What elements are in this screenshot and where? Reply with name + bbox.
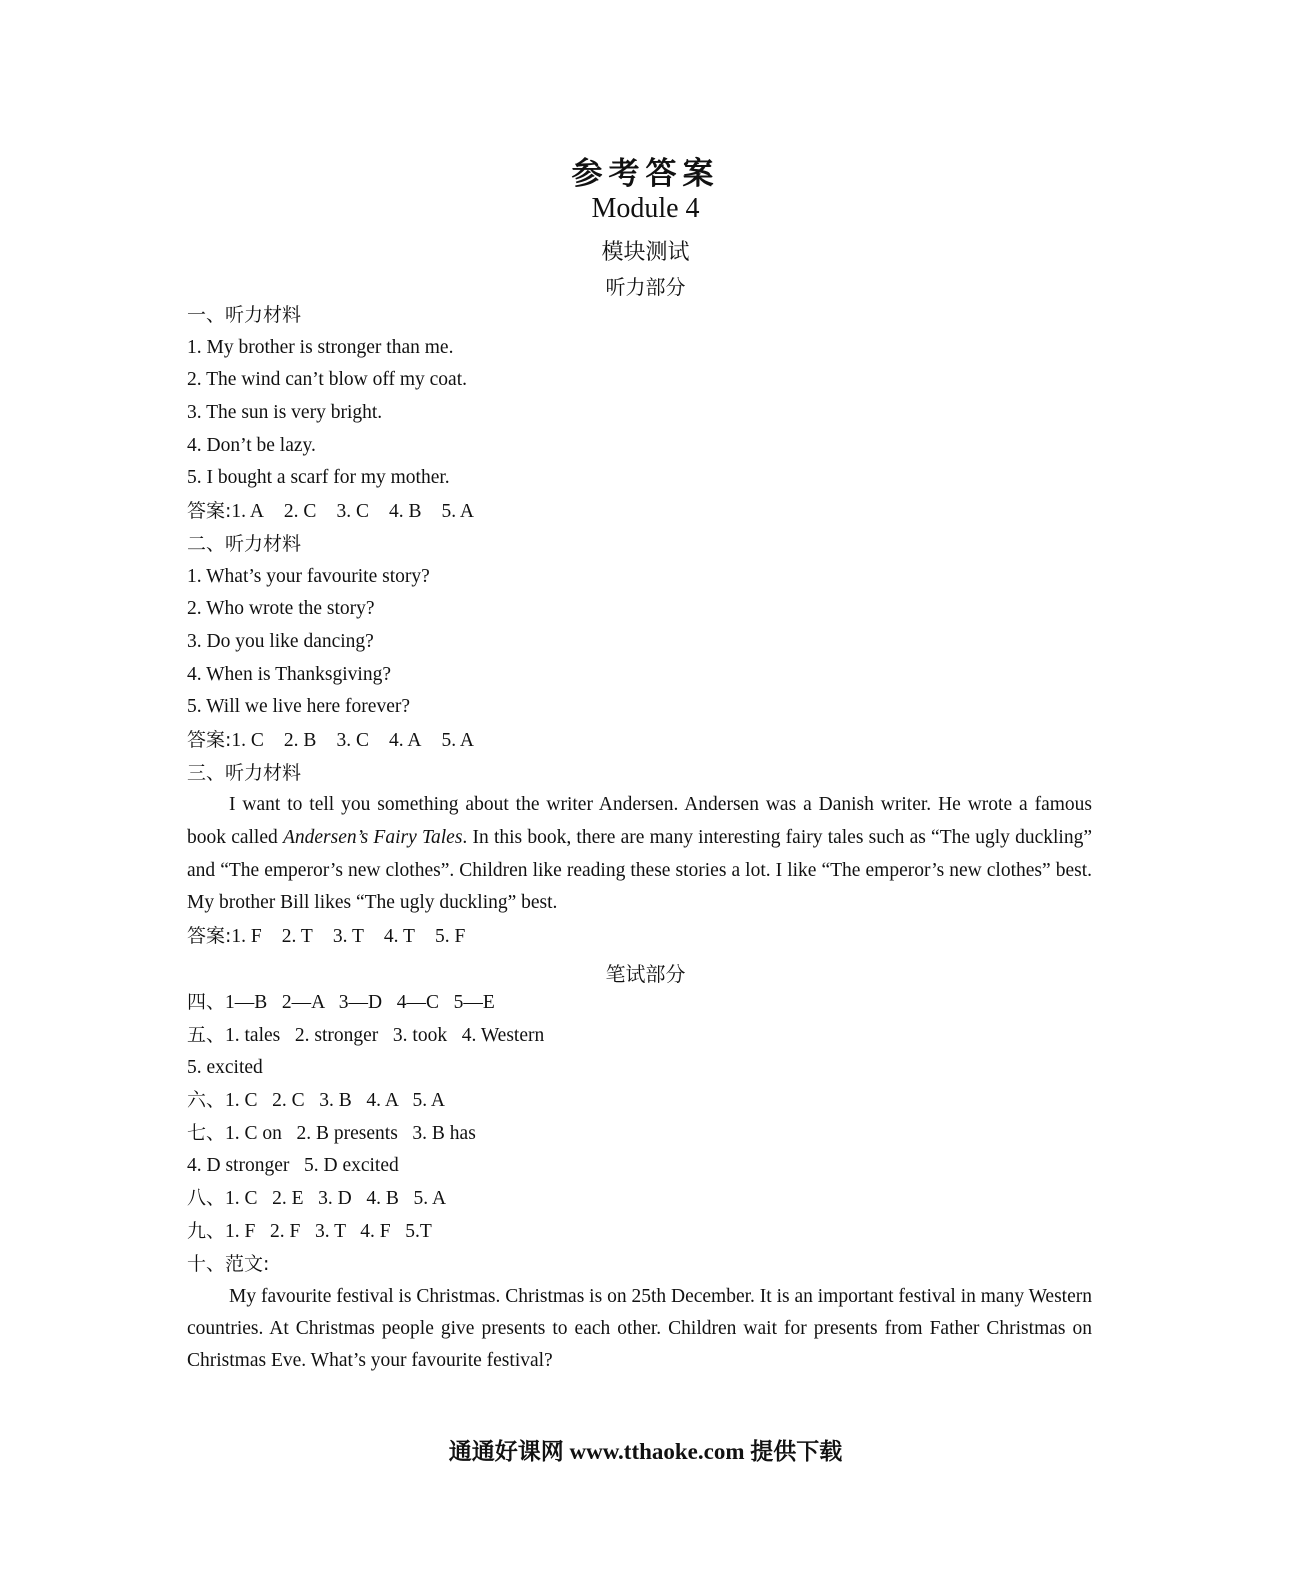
part2-answer-5: 5. A (441, 729, 474, 751)
part2-line-5: 5. Will we live here forever? (187, 696, 411, 718)
q6-label: 六、 (187, 1089, 226, 1112)
part1-answer-3: 3. C (336, 501, 369, 523)
part1-line-1: 1. My brother is stronger than me. (187, 336, 454, 358)
book-title: Andersen’s Fairy Tales (282, 827, 463, 849)
part2-line-3: 3. Do you like dancing? (187, 630, 374, 652)
part3-answers (187, 920, 1092, 953)
q9-answers (187, 1216, 1092, 1249)
q9-text: 1. F 2. F 3. T 4. F 5.T (225, 1220, 432, 1242)
part3-answer-5: 5. F (434, 926, 466, 948)
part1-answer-2: 2. C (283, 501, 317, 523)
part1-answer-label: 答案: (187, 500, 232, 523)
q7-text: 1. C on 2. B presents 3. B has (225, 1122, 476, 1144)
footer-credit (0, 1433, 1291, 1466)
q7-answers (187, 1118, 1092, 1151)
q8-text: 1. C 2. E 3. D 4. B 5. A (225, 1188, 447, 1210)
part3-answer-3: 3. T (332, 926, 364, 948)
written-content (187, 987, 1092, 1377)
part2-answer-3: 3. C (336, 729, 369, 751)
part2-line-1: 1. What’s your favourite story? (187, 565, 430, 587)
q6-answers (187, 1085, 1092, 1118)
q8-label: 八、 (187, 1187, 226, 1210)
listening-content (187, 299, 1092, 953)
q10-label: 十、范文: (187, 1252, 270, 1275)
module-title: Module 4 (591, 193, 700, 224)
q10-essay: My favourite festival is Christmas. Christmas is on 25th December. It is an important festival in many Western countries. At Christmas people give presents to each other. Children wait for presents from Father Christmas on Christmas Eve. What’s your favourite festival? (187, 1286, 1092, 1372)
footer-suffix: 提供下载 (750, 1439, 843, 1465)
part3-answer-label: 答案: (187, 925, 232, 948)
part1-line-2: 2. The wind can’t blow off my coat. (187, 369, 467, 391)
part2-answer-4: 4. A (388, 729, 422, 751)
q7-label: 七、 (187, 1121, 226, 1144)
part1-heading: 一、听力材料 (187, 304, 302, 326)
part1-line-4: 4. Don’t be lazy. (187, 434, 316, 456)
q4-answers (187, 987, 1092, 1020)
q8-answers (187, 1183, 1092, 1216)
test-subtitle: 模块测试 (601, 240, 690, 265)
written-section-title: 笔试部分 (605, 962, 686, 986)
footer-url[interactable]: www.tthaoke.com (569, 1439, 745, 1464)
part1-answer-1: 1. A (231, 501, 264, 523)
part2-answer-1: 1. C (231, 729, 264, 751)
q5-answers (187, 1020, 1092, 1053)
part2-line-2: 2. Who wrote the story? (187, 598, 375, 620)
q5-text: 1. tales 2. stronger 3. took 4. Western (225, 1024, 545, 1046)
part3-passage-start: I want to tell you something about the writer Andersen. Andersen was a Danish writer. He wrote a famous book called (187, 794, 1092, 849)
part2-answers (187, 724, 1092, 757)
part3-answer-1: 1. F (231, 926, 262, 948)
part3-heading: 三、听力材料 (187, 761, 302, 784)
part2-line-4: 4. When is Thanksgiving? (187, 663, 392, 685)
q4-label: 四、 (187, 991, 226, 1013)
part2-answer-2: 2. B (283, 729, 317, 751)
part3-passage (187, 789, 1092, 920)
q9-label: 九、 (187, 1219, 226, 1242)
q6-text: 1. C 2. C 3. B 4. A 5. A (225, 1090, 445, 1112)
q5-label: 五、 (187, 1023, 226, 1046)
part3-answer-4: 4. T (383, 926, 415, 948)
q7-answers-cont: 4. D stronger 5. D excited (187, 1155, 399, 1177)
part1-line-3: 3. The sun is very bright. (187, 402, 383, 424)
part2-heading: 二、听力材料 (187, 532, 302, 555)
footer-site-name: 通通好课网 (448, 1439, 564, 1465)
part1-answers (187, 495, 1092, 528)
q4-text: 1—B 2—A 3—D 4—C 5—E (225, 992, 495, 1013)
page-title: 参考答案 (571, 156, 720, 192)
part3-answer-2: 2. T (281, 926, 313, 948)
part1-answer-4: 4. B (388, 501, 422, 523)
listening-section-title: 听力部分 (605, 275, 686, 299)
part2-answer-label: 答案: (187, 728, 232, 751)
q5-answers-cont: 5. excited (187, 1057, 263, 1079)
part1-answer-5: 5. A (441, 501, 474, 523)
part1-line-5: 5. I bought a scarf for my mother. (187, 467, 450, 489)
part3-passage-end: . In this book, there are many interesting fairy tales such as “The ugly duckling” and “The emperor’s new clothes”. Children like reading these stories a lot. I like “The emperor’s new clothes” best. My brother Bill likes “The ugly duckling” best. (187, 827, 1092, 914)
